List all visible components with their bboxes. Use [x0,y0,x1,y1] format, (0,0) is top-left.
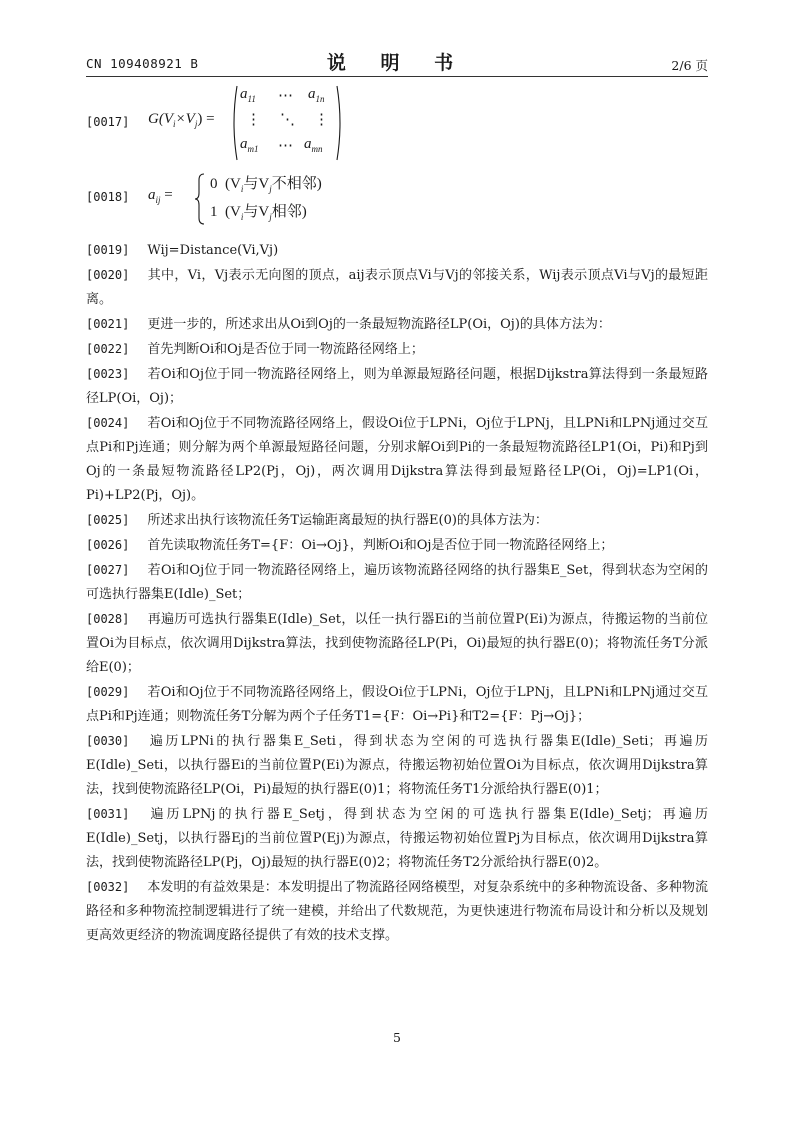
paragraph-text: 若Oi和Oj位于不同物流路径网络上，假设Oi位于LPNi，Oj位于LPNj，且LPNi和LPNj通过交互点Pi和Pj连通；则分解为两个单源最短路径问题，分别求解Oi到Pi的一条最短物流路径LP1(Oi，Pi)和Pj到Oj的一条最短物流路径LP2(Pj，Oj)，两次调用Dijkstra算法得到最短路径LP(Oi，Oj)=LP1(Oi，Pi)+LP2(Pj，Oj)。 [86,416,708,503]
paragraph-number: [0022] [86,342,130,356]
document-type: 说 明 书 [326,52,468,74]
paragraph [86,802,708,875]
paragraph-number: [0027] [86,563,130,577]
paragraph [86,263,708,312]
paragraph-text: 其中，Vi，Vj表示无向图的顶点，aij表示顶点Vi与Vj的邻接关系，Wij表示顶点Vi与Vj的最短距离。 [86,268,708,307]
paragraph-number: [0030] [86,734,130,748]
header-rule [86,76,708,77]
patent-number: CN 109408921 B [86,56,199,71]
paragraph-number: [0028] [86,612,130,626]
matrix-body [240,86,336,160]
paragraph [86,411,708,508]
paragraph-number: [0020] [86,268,130,282]
paragraph-text: 本发明的有益效果是：本发明提出了物流路径网络模型，对复杂系统中的多种物流设备、多种物流路径和多种物流控制逻辑进行了统一建模，并给出了代数规范，为更快速进行物流布局设计和分析以及规划更高效更经济的物流调度路径提供了有效的技术支撑。 [86,880,708,943]
equation-0017 [86,84,708,162]
paragraph-text: 首先读取物流任务T={F：Oi→Oj}，判断Oi和Oj是否位于同一物流路径网络上； [147,538,614,553]
left-brace [194,172,206,226]
document-body [86,84,708,948]
paragraph-number: [0021] [86,317,130,331]
matrix-vdots-left: ⋮ [246,112,261,128]
matrix-vdots-right: ⋮ [314,112,329,128]
paragraph-text: 所述求出执行该物流任务T运输距离最短的执行器E(0)的具体方法为： [147,513,548,528]
matrix-a1n: $a_{1n}$ [308,86,325,104]
paragraph [86,875,708,948]
paragraph-number: [0018] [86,190,130,204]
paragraph-number: [0017] [86,115,130,129]
page-info: 2/6 页 [671,58,708,73]
paragraph [86,337,708,362]
paragraph [86,508,708,533]
paragraph [86,680,708,729]
matrix-am1: $a_{m1}$ [240,136,259,154]
piecewise-lhs: $a_{ij}$ = [148,187,173,205]
paragraph-number: [0025] [86,513,130,527]
paragraph [86,362,708,411]
paragraph-number: [0029] [86,685,130,699]
page-header [86,46,708,76]
equation-0019 [86,238,708,263]
matrix-ddots: ⋱ [280,112,295,128]
paragraph-text: 若Oi和Oj位于同一物流路径网络上，遍历该物流路径网络的执行器集E_Set，得到状态为空闲的可选执行器集E(Idle)_Set； [86,563,708,602]
paragraph-text: 若Oi和Oj位于不同物流路径网络上，假设Oi位于LPNi，Oj位于LPNj，且LPNi和LPNj通过交互点Pi和Pj连通；则物流任务T分解为两个子任务T1={F：Oi→Pi}和T2={F：Pj→Oj}； [86,685,708,724]
case-not-adjacent: 0 ($V_i$与$V_j$不相邻) [210,176,322,194]
paragraph-text: 遍历LPNj的执行器E_Setj，得到状态为空闲的可选执行器集E(Idle)_Setj；再遍历E(Idle)_Setj，以执行器Ej的当前位置P(Ej)为源点，待搬运物初始位置Pj为目标点，依次调用Dijkstra算法，找到使物流路径LP(Pj，Oj)最短的执行器E(0)2；将物流任务T2分派给执行器E(0)2。 [86,807,708,870]
paragraph-number: [0019] [86,243,130,257]
matrix-hdots-bottom: ⋯ [278,138,293,154]
right-paren [336,84,344,162]
paragraph [86,607,708,680]
paragraph [86,533,708,558]
paragraph-number: [0023] [86,367,130,381]
paragraph-text: 再遍历可选执行器集E(Idle)_Set，以任一执行器Ei的当前位置P(Ei)为源点，待搬运物的当前位置Oi为目标点，依次调用Dijkstra算法，找到使物流路径LP(Pi，Oi)最短的执行器E(0)；将物流任务T分派给E(0)； [86,612,708,675]
paragraph-number: [0024] [86,416,130,430]
paragraph-text: 更进一步的，所述求出从Oi到Oj的一条最短物流路径LP(Oi，Oj)的具体方法为： [147,317,611,332]
paragraph [86,729,708,802]
paragraph-number: [0026] [86,538,130,552]
matrix-a11: $a_{11}$ [240,86,256,104]
paragraph-list [86,263,708,948]
matrix-hdots-top: ⋯ [278,88,293,104]
left-paren [230,84,238,162]
matrix-amn: $a_{mn}$ [304,136,323,154]
case-adjacent: 1 ($V_i$与$V_j$相邻) [210,204,307,222]
paragraph-number: [0032] [86,880,130,894]
equation-0018 [86,172,708,228]
distance-formula: Wij=Distance(Vi,Vj) [147,243,279,258]
paragraph-number: [0031] [86,807,130,821]
paragraph [86,558,708,607]
paragraph [86,312,708,337]
matrix-lhs: $G(V_i\times V_j)$ = [148,111,215,129]
paragraph-text: 首先判断Oi和Oj是否位于同一物流路径网络上； [147,342,424,357]
paragraph-text: 若Oi和Oj位于同一物流路径网络上，则为单源最短路径问题，根据Dijkstra算法得到一条最短路径LP(Oi，Oj)； [86,367,708,406]
page-number: 5 [393,1030,401,1045]
paragraph-text: 遍历LPNi的执行器集E_Seti，得到状态为空闲的可选执行器集E(Idle)_Seti；再遍历E(Idle)_Seti，以执行器Ei的当前位置P(Ei)为源点，待搬运物初始位置Oi为目标点，依次调用Dijkstra算法，找到使物流路径LP(Oi，Pi)最短的执行器E(0)1；将物流任务T1分派给执行器E(0)1； [86,734,708,797]
